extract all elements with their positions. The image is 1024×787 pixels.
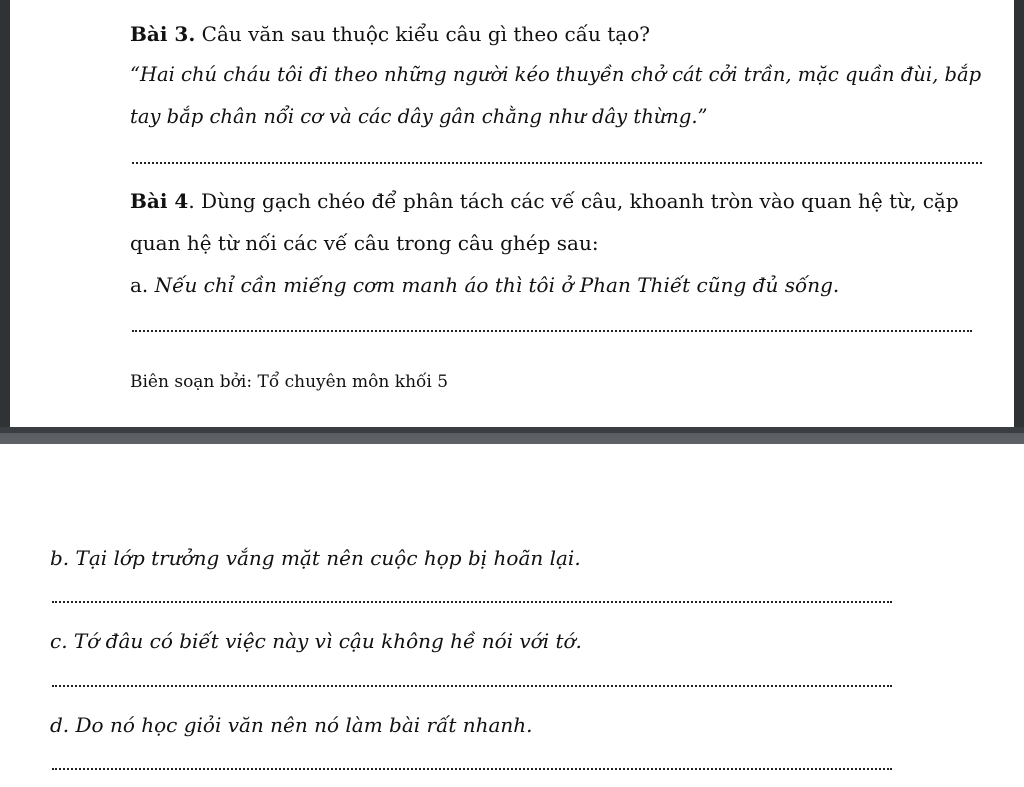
exercise-3-quote-line-1: “Hai chú cháu tôi đi theo những người kéo thuyền chở cát cởi trần, mặc quần đùi, bắp: [130, 63, 982, 86]
page-1: [10, 0, 1014, 427]
exercise-3-question: Câu văn sau thuộc kiểu câu gì theo cấu tạo?: [195, 22, 650, 46]
exercise-3-heading: [130, 21, 650, 47]
answer-line: [52, 768, 892, 770]
exercise-3-label: Bài 3.: [130, 22, 196, 46]
viewer-right-edge: [1014, 0, 1024, 427]
page-separator: [0, 427, 1024, 444]
exercise-4-item-b: b. Tại lớp trưởng vắng mặt nên cuộc họp bị hoãn lại.: [50, 546, 581, 570]
exercise-4-instruction-line-2: quan hệ từ nối các vế câu trong câu ghép sau:: [130, 231, 599, 255]
answer-line: [132, 162, 982, 164]
exercise-4-item-c: c. Tớ đâu có biết việc này vì cậu không hề nói với tớ.: [50, 629, 582, 653]
viewer-left-edge: [0, 0, 10, 427]
answer-line: [52, 601, 892, 603]
exercise-4-item-d: d. Do nó học giỏi văn nên nó làm bài rất nhanh.: [50, 713, 533, 737]
exercise-4-instruction-line-1: . Dùng gạch chéo để phân tách các vế câu, khoanh tròn vào quan hệ từ, cặp: [188, 189, 959, 213]
exercise-3-quote-line-2: tay bắp chân nổi cơ và các dây gân chằng như dây thừng.”: [130, 105, 708, 128]
answer-line: [52, 685, 892, 687]
item-a-prefix: a.: [130, 273, 155, 297]
exercise-4-item-a: [130, 272, 839, 298]
answer-line: [132, 330, 972, 332]
exercise-4-heading: [130, 188, 959, 214]
item-a-sentence: Nếu chỉ cần miếng cơm manh áo thì tôi ở Phan Thiết cũng đủ sống.: [154, 273, 840, 297]
exercise-4-label: Bài 4: [130, 189, 189, 213]
author-credit: Biên soạn bởi: Tổ chuyên môn khối 5: [130, 372, 449, 392]
page-2: [0, 444, 1024, 787]
